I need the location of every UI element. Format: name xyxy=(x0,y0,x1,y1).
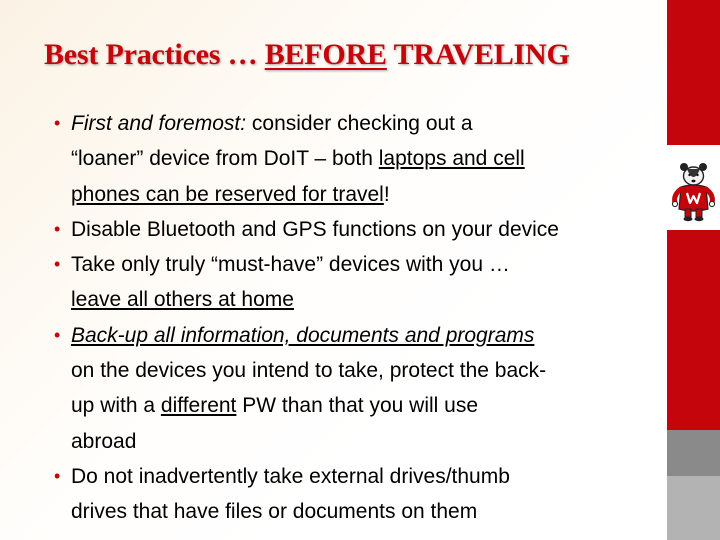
sidebar-decoration xyxy=(667,0,720,540)
bullet-text: phones can be reserved for travel xyxy=(71,182,384,206)
bullet-item xyxy=(54,212,624,247)
sidebar-red-block-top xyxy=(667,0,720,145)
bullet-marker: • xyxy=(54,113,61,133)
bullet-text: “loaner” device from DoIT – both xyxy=(71,147,379,171)
sidebar-red-block-middle xyxy=(667,230,720,430)
bullet-text: laptops and cell xyxy=(378,147,525,171)
bullet-text: on the devices you intend to take, protect the back- xyxy=(71,359,547,383)
bullet-text: drives that have files or documents on them xyxy=(71,500,478,524)
bullet-text: Take only truly “must-have” devices with you … xyxy=(71,253,510,277)
bullet-marker: • xyxy=(54,465,61,486)
bullet-item xyxy=(54,106,624,212)
title-prefix: Best Practices … xyxy=(44,38,265,71)
bullet-text: up with a xyxy=(71,394,161,418)
bullet-marker: • xyxy=(54,324,61,345)
bullet-text: consider checking out a xyxy=(246,112,473,135)
bullet-text: Do not inadvertently take external drives/thumb xyxy=(71,464,510,488)
bullet-text: First and foremost: xyxy=(71,112,247,135)
bullet-item xyxy=(54,247,624,318)
bullet-text: Back-up all information, documents and programs xyxy=(71,323,535,347)
sidebar-gray-block-light xyxy=(667,476,720,540)
bullet-text: abroad xyxy=(71,429,137,453)
bullet-list xyxy=(54,106,624,530)
sidebar-gray-block-dark xyxy=(667,430,720,476)
sidebar-logo-block xyxy=(667,145,720,230)
bullet-text: different xyxy=(160,394,237,418)
badger-mascot-logo-icon xyxy=(667,145,720,230)
bullet-marker: • xyxy=(54,254,61,275)
bullet-text: Disable Bluetooth and GPS functions on your device xyxy=(71,217,559,241)
slide-title xyxy=(44,38,570,72)
bullet-marker: • xyxy=(54,218,61,239)
title-underlined-word: BEFORE xyxy=(264,38,387,71)
bullet-text: PW than that you will use xyxy=(236,394,479,418)
bullet-text: leave all others at home xyxy=(71,288,294,312)
title-suffix: TRAVELING xyxy=(386,38,570,71)
bullet-text: ! xyxy=(383,182,390,206)
bullet-item xyxy=(54,318,624,459)
bullet-item xyxy=(54,459,624,530)
